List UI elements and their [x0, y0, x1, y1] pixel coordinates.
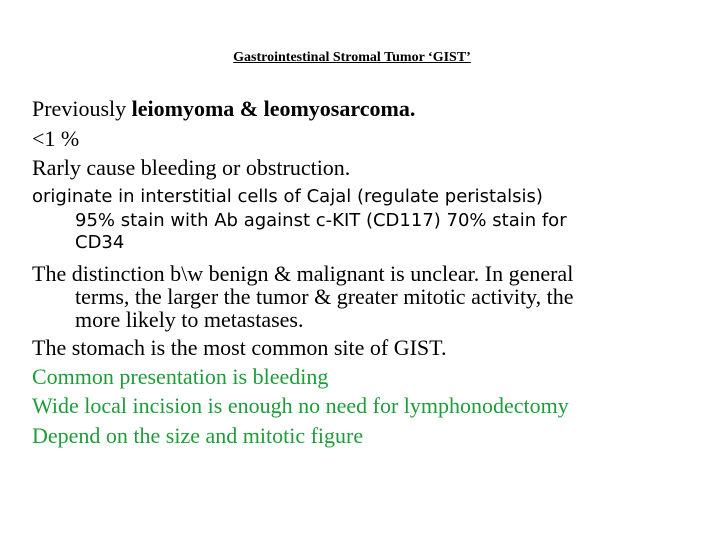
bullet-stomach: The stomach is the most common site of GIST. — [32, 335, 447, 360]
bullet-treatment: Wide local incision is enough no need for lymphonodectomy — [32, 393, 569, 418]
bullet-presentation: Common presentation is bleeding — [32, 364, 329, 389]
bullet-previously — [32, 96, 415, 122]
bullet-distinction-line2: terms, the larger the tumor & greater mitotic activity, the — [75, 284, 574, 309]
bullet-prognosis: Depend on the size and mitotic figure — [32, 423, 364, 448]
bullet-stain-line2: CD34 — [75, 232, 125, 253]
slide-title: Gastrointestinal Stromal Tumor ‘GIST’ — [233, 50, 471, 65]
bullet-stain-line1: 95% stain with Ab against c-KIT (CD117) 70% stain for — [75, 210, 567, 231]
bullet-previously-prefix: Previously — [32, 96, 132, 121]
bullet-distinction-line3: more likely to metastases. — [75, 307, 304, 332]
bullet-incidence: <1 % — [32, 126, 80, 151]
bullet-previously-bold: leiomyoma & leomyosarcoma. — [131, 96, 416, 121]
bullet-distinction-line1: The distinction b\w benign & malignant is unclear. In general — [32, 261, 574, 286]
bullet-origin: originate in interstitial cells of Cajal (regulate peristalsis) — [32, 186, 543, 207]
bullet-bleeding-obstruction: Rarly cause bleeding or obstruction. — [32, 155, 351, 180]
